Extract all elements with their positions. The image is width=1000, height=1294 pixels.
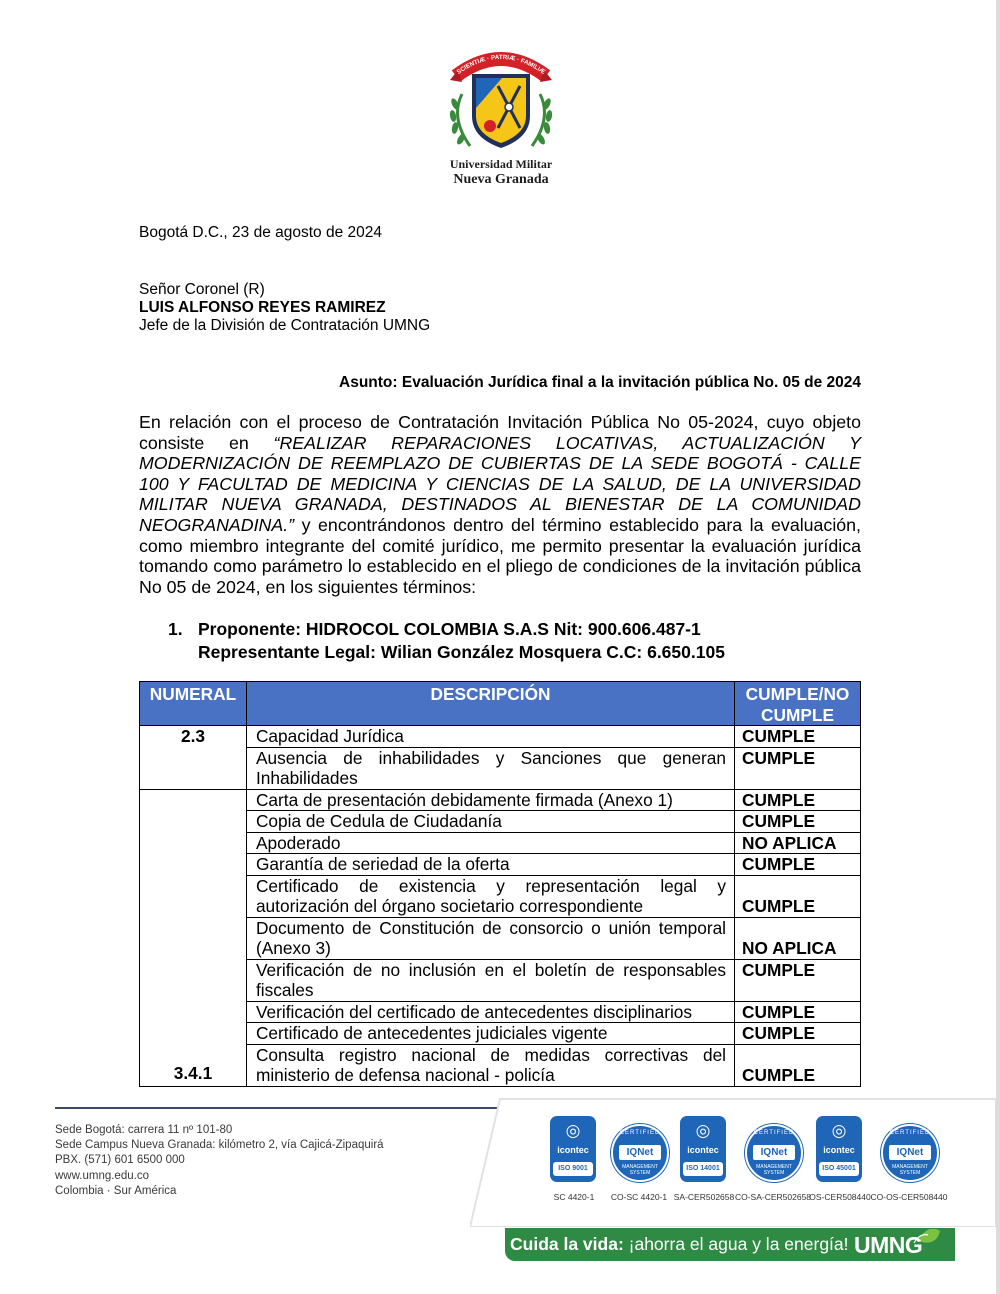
letter-body bbox=[139, 412, 861, 597]
table-row bbox=[140, 917, 861, 959]
letter-date: Bogotá D.C., 23 de agosto de 2024 bbox=[139, 224, 383, 241]
status-cell: CUMPLE bbox=[735, 726, 861, 748]
description-cell: Verificación del certificado de antecedentes disciplinarios bbox=[246, 1001, 734, 1023]
footer-address-line: Sede Bogotá: carrera 11 nº 101-80 bbox=[55, 1124, 233, 1136]
table-header-row bbox=[140, 682, 861, 726]
description-cell: Garantía de seriedad de la oferta bbox=[246, 854, 734, 876]
header-descripcion: DESCRIPCIÓN bbox=[246, 682, 734, 726]
umng-brand-logo bbox=[848, 1229, 940, 1260]
status-cell: CUMPLE bbox=[735, 747, 861, 789]
body-rest: y encontrándonos dentro del término establecido para la evaluación, como miembro integrante del comité jurídico, me permito presentar la evaluación jurídica tomando como parámetro lo establecido en el pliego de condiciones de la invitación pública No 05 de 2024, en los siguientes términos: bbox=[139, 514, 861, 597]
contract-object: “REALIZAR REPARACIONES LOCATIVAS, ACTUALIZACIÓN Y MODERNIZACIÓN DE REEMPLAZO DE CUBIERTAS DE LA SEDE BOGOTÁ - CALLE 100 Y FACULTAD DE MEDICINA Y CIENCIAS DE LA SALUD, DE LA UNIVERSIDAD MILITAR NUEVA GRANADA, DESTINADOS AL BIENESTAR DE LA COMUNIDAD NEOGRANADINA.” bbox=[139, 432, 861, 535]
status-cell: CUMPLE bbox=[735, 1001, 861, 1023]
table-row bbox=[140, 875, 861, 917]
certification-code: SA-CER502658 bbox=[673, 1192, 735, 1202]
description-cell: Apoderado bbox=[246, 832, 734, 854]
description-cell: Certificado de antecedentes judiciales vigente bbox=[246, 1023, 734, 1045]
description-cell: Carta de presentación debidamente firmada (Anexo 1) bbox=[246, 789, 734, 811]
footer-website: www.umng.edu.co bbox=[55, 1169, 149, 1182]
recipient-name: LUIS ALFONSO REYES RAMIREZ bbox=[139, 299, 386, 316]
legal-representative-line: Representante Legal: Wilian González Mosquera C.C: 6.650.105 bbox=[198, 642, 725, 662]
table-row bbox=[140, 811, 861, 833]
certification-code: CO-OS-CER508440 bbox=[870, 1192, 948, 1202]
certification-code: CO-SA-CER502658 bbox=[734, 1192, 812, 1202]
umng-brand-text: UMNG bbox=[854, 1232, 923, 1258]
slogan-banner bbox=[505, 1228, 955, 1261]
logo-motto: SCIENTIÆ · PATRIÆ · FAMILIÆ bbox=[455, 53, 547, 76]
recipient-title: Señor Coronel (R) bbox=[139, 281, 265, 298]
table-row bbox=[140, 854, 861, 876]
university-crest-icon bbox=[440, 46, 562, 156]
status-cell: CUMPLE bbox=[735, 789, 861, 811]
table-row bbox=[140, 959, 861, 1001]
numeral-cell: 3.4.1 bbox=[140, 789, 247, 1086]
footer-divider bbox=[55, 1107, 500, 1109]
status-cell: CUMPLE bbox=[735, 1044, 861, 1086]
table-row bbox=[140, 1001, 861, 1023]
status-cell: CUMPLE bbox=[735, 959, 861, 1001]
header-cumple: CUMPLE/NO CUMPLE bbox=[735, 682, 861, 726]
icontec-square-badge-icon: ◎ icontec ISO 14001 bbox=[680, 1116, 726, 1182]
table-row bbox=[140, 789, 861, 811]
table-row bbox=[140, 747, 861, 789]
iqnet-round-badge-icon: CERTIFIED IQNet MANAGEMENT SYSTEM bbox=[881, 1124, 939, 1182]
status-cell: CUMPLE bbox=[735, 875, 861, 917]
iqnet-round-badge-icon: CERTIFIED IQNet MANAGEMENT SYSTEM bbox=[611, 1124, 669, 1182]
status-cell: NO APLICA bbox=[735, 917, 861, 959]
description-cell: Verificación de no inclusión en el boletín de responsables fiscales bbox=[246, 959, 734, 1001]
status-cell: CUMPLE bbox=[735, 1023, 861, 1045]
university-logo bbox=[440, 46, 562, 191]
description-cell: Certificado de existencia y representación legal y autorización del órgano societario correspondiente bbox=[246, 875, 734, 917]
table-row bbox=[140, 726, 861, 748]
icontec-square-badge-icon: ◎ icontec ISO 9001 bbox=[550, 1116, 596, 1182]
header-numeral: NUMERAL bbox=[140, 682, 247, 726]
status-cell: NO APLICA bbox=[735, 832, 861, 854]
footer-address-line: Colombia · Sur América bbox=[55, 1184, 177, 1197]
certification-code: SC 4420-1 bbox=[553, 1192, 595, 1202]
certification-code: OS-CER508440 bbox=[809, 1192, 871, 1202]
footer-address bbox=[55, 1123, 384, 1199]
letter-subject: Asunto: Evaluación Jurídica final a la invitación pública No. 05 de 2024 bbox=[339, 374, 861, 391]
proponent-line: Proponente: HIDROCOL COLOMBIA S.A.S Nit: 900.606.487-1 bbox=[198, 619, 701, 639]
status-cell: CUMPLE bbox=[735, 854, 861, 876]
evaluation-table bbox=[139, 681, 861, 1087]
description-cell: Capacidad Jurídica bbox=[246, 726, 734, 748]
logo-university-line1: Universidad Militar bbox=[449, 157, 553, 171]
description-cell: Consulta registro nacional de medidas correctivas del ministerio de defensa nacional - policía bbox=[246, 1044, 734, 1086]
table-row bbox=[140, 1023, 861, 1045]
table-row bbox=[140, 1044, 861, 1086]
recipient-position: Jefe de la División de Contratación UMNG bbox=[139, 317, 431, 334]
description-cell: Copia de Cedula de Ciudadanía bbox=[246, 811, 734, 833]
status-cell: CUMPLE bbox=[735, 811, 861, 833]
footer-address-line: PBX. (571) 601 6500 000 bbox=[55, 1154, 185, 1167]
description-cell: Ausencia de inhabilidades y Sanciones que generan Inhabilidades bbox=[246, 747, 734, 789]
footer-address-line: Sede Campus Nueva Granada: kilómetro 2, vía Cajicá-Zipaquirá bbox=[55, 1139, 384, 1152]
iqnet-round-badge-icon: CERTIFIED IQNet MANAGEMENT SYSTEM bbox=[745, 1124, 803, 1182]
logo-university-line2: Nueva Granada bbox=[453, 172, 549, 187]
icontec-square-badge-icon: ◎ icontec ISO 45001 bbox=[816, 1116, 862, 1182]
table-row bbox=[140, 832, 861, 854]
addressee-block bbox=[139, 281, 861, 335]
body-intro: En relación con el proceso de Contratación Invitación Pública No 05-2024, cuyo objeto consiste en bbox=[139, 412, 861, 453]
slogan-text: Cuida la vida: ¡ahorra el agua y la energía! bbox=[510, 1234, 849, 1254]
numeral-cell: 2.3 bbox=[140, 726, 247, 790]
description-cell: Documento de Constitución de consorcio o unión temporal (Anexo 3) bbox=[246, 917, 734, 959]
proponent-number: 1. bbox=[168, 619, 183, 639]
page-edge bbox=[996, 0, 1000, 1294]
certification-code: CO-SC 4420-1 bbox=[610, 1192, 668, 1202]
